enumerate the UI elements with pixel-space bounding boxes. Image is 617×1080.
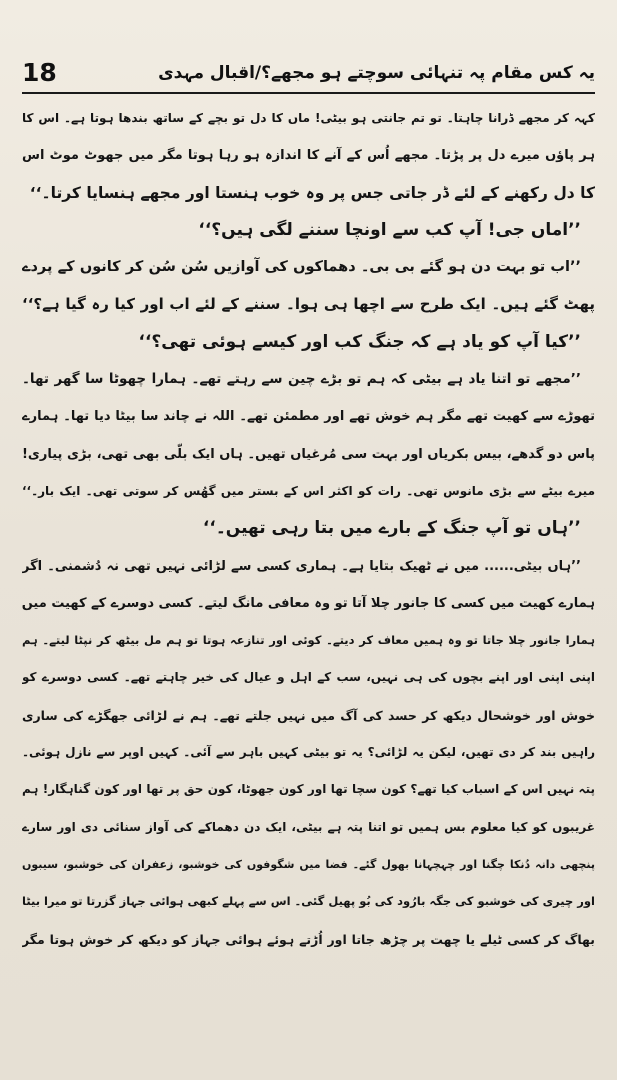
text-line: ’’ہاں تو آپ جنگ کے بارے میں بتا رہی تھیں۔‘‘ — [202, 518, 581, 539]
text-line: اپنی اپنی اور اپنے بچوں کی ہی نہیں، سب کے اہل و عیال کی خیر چاہتے تھے۔ کسی دوسرے کو — [22, 670, 595, 685]
text-line: بھاگ کر کسی ٹیلے یا چھت پر چڑھ جاتا اور اُڑتے ہوئے ہوائی جہاز کو دیکھ کر خوش ہوتا مگر — [22, 931, 595, 947]
text-line: ہمارا جانور چلا جاتا تو وہ ہمیں معاف کر دیتے۔ کوئی اور تنازعہ ہوتا تو ہم مل بیٹھ کر نپٹا لیتے۔ ہم — [22, 633, 595, 648]
text-line: پتہ نہیں اس کے اسباب کیا تھے؟ کون سچا تھا اور کون جھوٹا، کون حق پر تھا اور کون گناہگار! ہم — [22, 782, 595, 797]
text-line: غریبوں کو کیا معلوم بس ہمیں تو اتنا پتہ ہے بیٹی، ایک دن دھماکے کی آواز سنائی دی اور سارے — [22, 819, 595, 834]
text-line: ’’اب تو بہت دن ہو گئے بی بی۔ دھماکوں کی آوازیں سُن سُن کر کانوں کے پردے — [22, 259, 581, 276]
text-line: کہہ کر مجھے ڈرانا چاہتا۔ تو تم جانتی ہو بیٹی! ماں کا دل تو بچے کے ساتھ بندھا ہوتا ہے۔ اس کا — [22, 111, 595, 125]
body-text — [22, 100, 595, 958]
page-header — [22, 52, 595, 94]
running-title: یہ کس مقام پہ تنہائی سوچتے ہو مجھے؟/اقبال مہدی — [158, 62, 595, 83]
text-line: ’’مجھے تو اتنا یاد ہے بیٹی کہ ہم تو بڑے چین سے رہتے تھے۔ ہمارا چھوٹا سا گھر تھا۔ — [22, 371, 581, 388]
text-line: راہیں بند کر دی تھیں، لیکن یہ لڑائی؟ یہ تو بیٹی کہیں باہر سے آئی۔ کہیں اوپر سے نازل ہوئی۔ — [22, 745, 595, 760]
text-line: پنچھی دانہ دُنکا چگنا اور چہچہانا بھول گئے۔ فضا میں شگوفوں کی خوشبو، زعفران کی خوشبو، سیبوں — [22, 857, 595, 871]
text-line: ’’ہاں بیٹی...... میں نے ٹھیک بتایا ہے۔ ہماری کسی سے لڑائی نہیں تھی نہ دُشمنی۔ اگر — [22, 558, 581, 574]
page-number: 18 — [22, 57, 57, 87]
text-line: ہمارے کھیت میں کسی کا جانور چلا آتا تو وہ معافی مانگ لیتے۔ کسی دوسرے کے کھیت میں — [22, 595, 595, 611]
text-line: ہر پاؤں میرے دل پر پڑتا۔ مجھے اُس کے آنے کا اندازہ ہو رہا ہوتا مگر میں جھوٹ موٹ اس — [22, 148, 595, 164]
text-line: پاس دو گدھے، بیس بکریاں اور بہت سی مُرغیاں تھیں۔ ہاں ایک بلّی بھی تھی، بڑی پیاری! — [22, 446, 595, 462]
text-line: خوش اور خوشحال دیکھ کر حسد کی آگ میں نہیں جلتے تھے۔ ہم نے لڑائی جھگڑے کی ساری — [22, 707, 595, 723]
text-line: کا دل رکھنے کے لئے ڈر جاتی جس پر وہ خوب ہنستا اور مجھے ہنسایا کرتا۔‘‘ — [29, 183, 595, 202]
text-line: پھٹ گئے ہیں۔ ایک طرح سے اچھا ہی ہوا۔ سننے کے لئے اب اور کیا رہ گیا ہے؟‘‘ — [22, 295, 595, 314]
text-line: میرے بیٹے سے بڑی مانوس تھی۔ رات کو اکثر اس کے بستر میں گھُس کر سوتی تھی۔ ایک بار۔‘‘ — [22, 483, 595, 498]
text-line: ’’کیا آپ کو یاد ہے کہ جنگ کب اور کیسے ہوئی تھی؟‘‘ — [138, 331, 581, 352]
text-line: ’’اماں جی! آپ کب سے اونچا سننے لگی ہیں؟‘‘ — [198, 219, 581, 240]
text-line: تھوڑے سے کھیت تھے مگر ہم خوش تھے اور مطمئن تھے۔ اللہ نے چاند سا بیٹا دیا تھا۔ ہمارے — [22, 409, 595, 425]
text-line: اور چیری کی خوشبو کی جگہ بارُود کی بُو پھیل گئی۔ اس سے پہلے کبھی ہوائی جہاز گزرتا تو میرا بیٹا — [22, 894, 595, 909]
